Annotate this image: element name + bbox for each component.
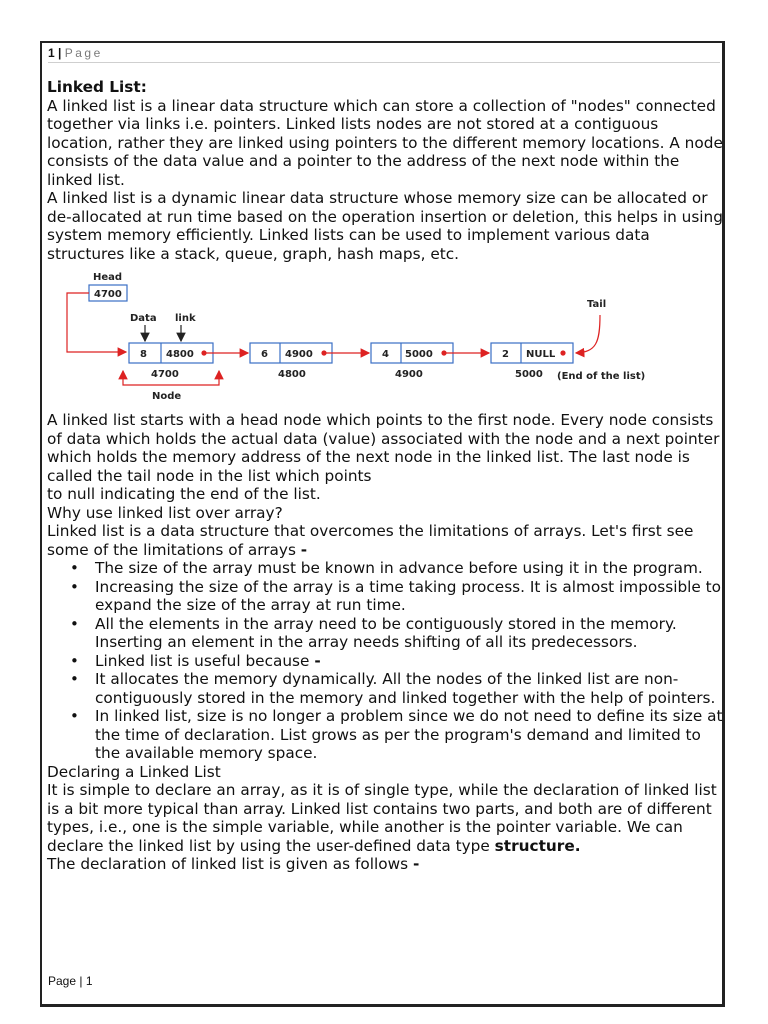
node-4-address: 5000: [515, 369, 543, 380]
list-item: • The size of the array must be known in advance before using it in the program.: [95, 559, 723, 578]
node-1-pointer-dot: [201, 350, 206, 355]
node-1-link: 4800: [166, 349, 194, 360]
node-3-link: 5000: [405, 349, 433, 360]
node-3-data: 4: [382, 349, 389, 360]
why-paragraph-text: Linked list is a data structure that overcomes the limitations of arrays. Let's first see some of the limitations of arrays: [47, 522, 694, 559]
node-2-address: 4800: [278, 369, 306, 380]
page-footer: [48, 974, 93, 988]
header-page-number: 1: [48, 46, 55, 60]
list-item: • In linked list, size is no longer a problem since we do not need to define its size at the time of declaration. List grows as per the program's demand and limited to the available memory space.: [95, 707, 723, 763]
node-4-link: NULL: [526, 349, 556, 360]
footer-separator: |: [79, 974, 83, 988]
node-3-pointer-dot: [441, 350, 446, 355]
declaring-paragraph-text: It is simple to declare an array, as it is of single type, while the declaration of linked list is a bit more typical than array. Linked list contains two parts, and both are of different types, i.e., one is the simple variable, while another is the pointer variable. We can declare the linked list by using the user-defined data type: [47, 781, 717, 855]
footer-page-number: 1: [85, 974, 93, 988]
why-paragraph: [47, 522, 723, 559]
why-heading: Why use linked list over array?: [47, 503, 283, 522]
head-value: 4700: [94, 289, 122, 300]
end-of-list-label: (End of the list): [557, 371, 646, 382]
node-1-address: 4700: [151, 369, 179, 380]
head-label: Head: [93, 272, 123, 283]
list-item: [95, 652, 723, 671]
list-item: • Increasing the size of the array is a time taking process. It is almost impossible to expand the size of the array at run time.: [95, 578, 723, 615]
declaring-heading: Declaring a Linked List: [47, 762, 221, 781]
useful-text: Linked list is useful because: [95, 651, 310, 670]
link-label: link: [175, 313, 196, 324]
limitations-list: [47, 559, 723, 763]
useful-dash: -: [314, 651, 321, 670]
data-label: Data: [130, 313, 157, 324]
declaration-line-dash: -: [412, 855, 420, 873]
declaration-line-text: The declaration of linked list is given as follows: [47, 855, 409, 873]
tail-label: Tail: [587, 299, 607, 310]
node-4-pointer-dot: [560, 350, 565, 355]
node-2-pointer-dot: [321, 350, 326, 355]
document-page: [40, 41, 725, 1007]
node-1-data: 8: [140, 349, 147, 360]
head-arrow: [67, 293, 126, 352]
why-paragraph-dash: -: [300, 540, 308, 559]
list-item: • All the elements in the array need to be contiguously stored in the memory. Inserting an element in the array needs shifting of all its predecessors.: [95, 615, 723, 652]
node-4-data: 2: [502, 349, 509, 360]
declaring-paragraph: [47, 781, 723, 855]
document-body: [47, 78, 723, 874]
tail-arrow: [576, 315, 600, 353]
list-item: • It allocates the memory dynamically. All the nodes of the linked list are non-contiguously stored in the memory and linked together with the help of pointers.: [95, 670, 723, 707]
linked-list-diagram: [51, 271, 651, 405]
node-2-data: 6: [261, 349, 268, 360]
header-separator: |: [58, 46, 62, 60]
body-paragraph-head-node-end: to null indicating the end of the list.: [47, 485, 321, 503]
node-3-address: 4900: [395, 369, 423, 380]
section-title: Linked List:: [47, 78, 147, 96]
intro-paragraph-2: A linked list is a dynamic linear data structure whose memory size can be allocated or de-allocated at run time based on the operation insertion or deletion, this helps in using system memory efficiently. Linked lists can be used to implement various data structures like a stack, queue, graph, hash maps, etc.: [47, 189, 723, 263]
node-2-link: 4900: [285, 349, 313, 360]
body-paragraph-head-node: A linked list starts with a head node which points to the first node. Every node consists of data which holds the actual data (value) associated with the node and a next pointer which holds the memory address of the next node in the linked list. The last node is called the tail node in the list which points: [47, 411, 720, 485]
intro-paragraph-1: A linked list is a linear data structure which can store a collection of "nodes" connected together via links i.e. pointers. Linked lists nodes are not stored at a contiguous location, rather they are linked using pointers to the different memory locations. A node consists of the data value and a pointer to the address of the next node within the linked list.: [47, 96, 723, 189]
declaration-line: [47, 855, 723, 874]
declaring-bold-word: structure.: [494, 836, 581, 855]
header-page-label: Page: [64, 46, 103, 60]
node-label: Node: [152, 391, 182, 402]
page-header: [48, 45, 720, 63]
footer-label: Page: [48, 974, 77, 988]
